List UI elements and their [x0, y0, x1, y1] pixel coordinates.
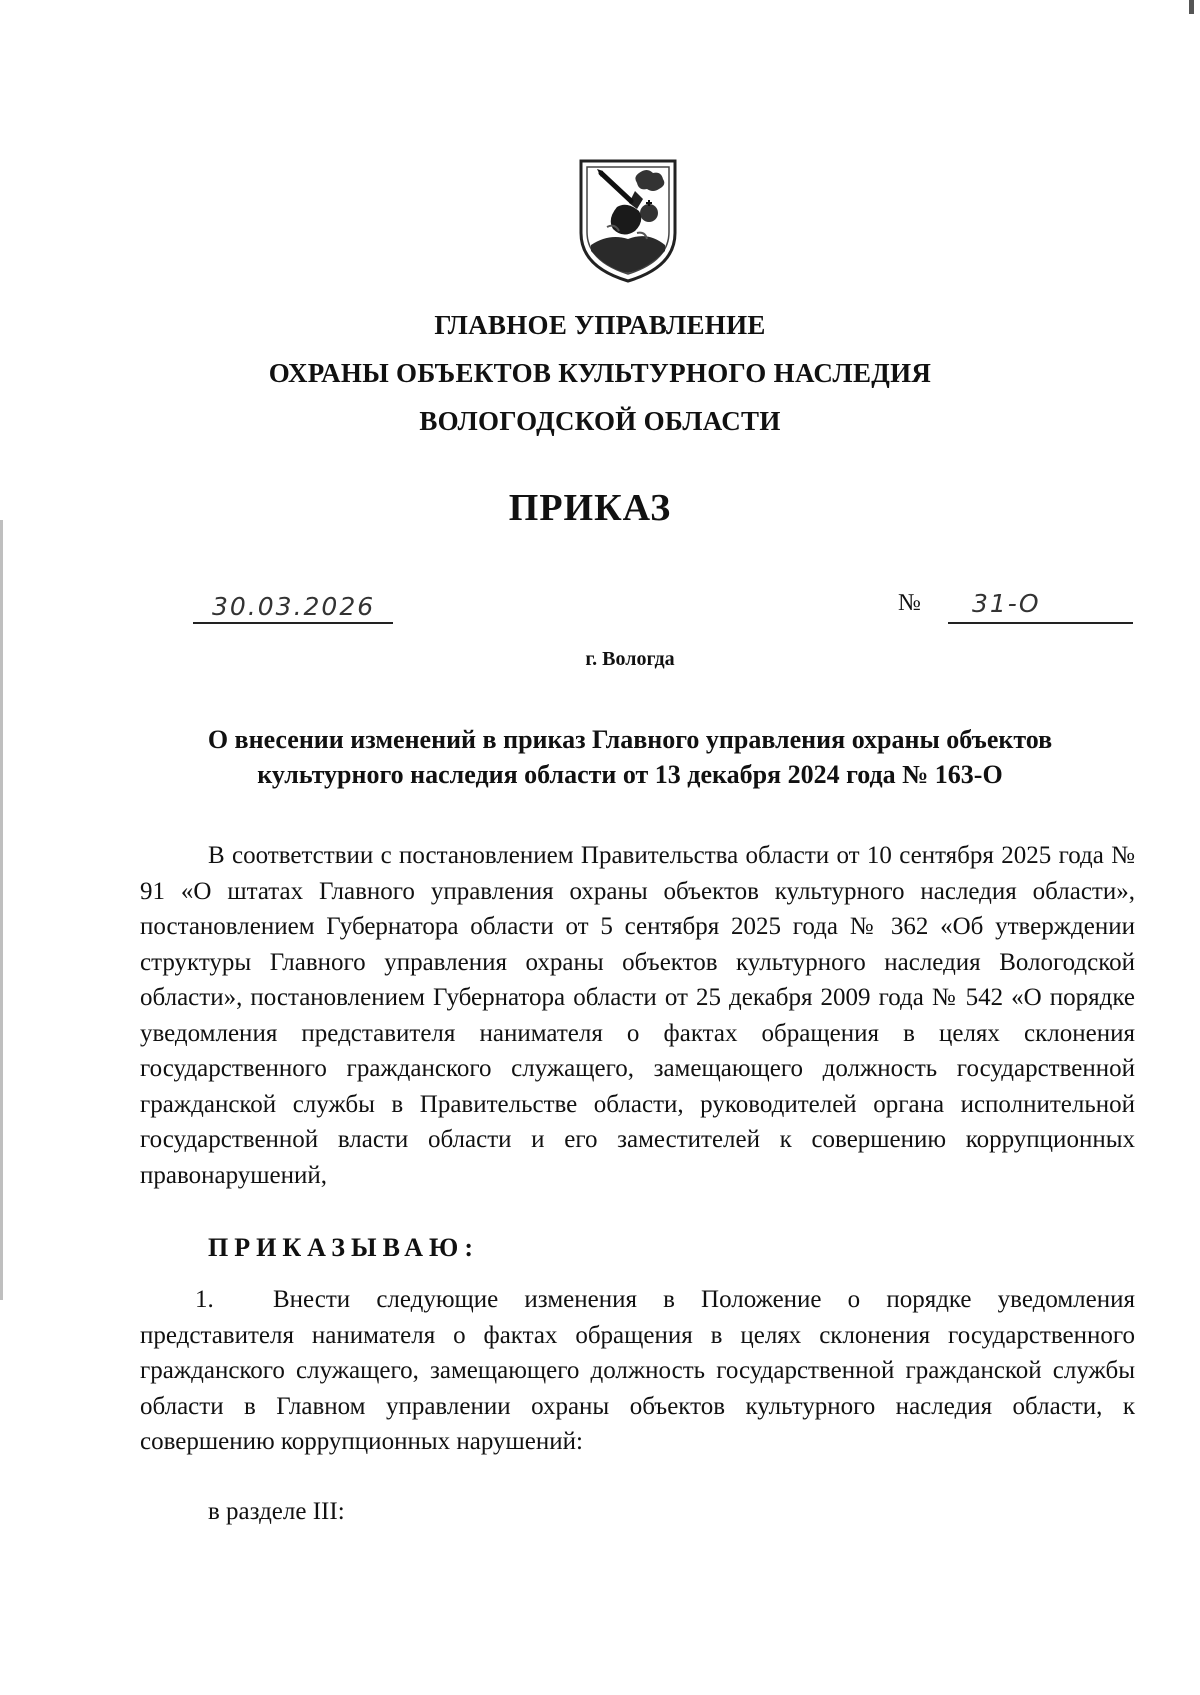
coat-of-arms-icon: [577, 157, 679, 285]
order-heading: ПРИКАЗЫВАЮ:: [208, 1233, 479, 1262]
date-underline: [193, 622, 393, 624]
document-date: 30.03.2026: [212, 592, 376, 621]
scan-corner-mark: [1189, 0, 1194, 14]
org-name-line-1: ГЛАВНОЕ УПРАВЛЕНИЕ: [434, 310, 766, 340]
order-item-number: 1.: [195, 1286, 214, 1313]
order-item: [140, 1282, 1135, 1460]
org-name-line-3: ВОЛОГОДСКОЙ ОБЛАСТИ: [419, 406, 781, 436]
number-sign: №: [898, 590, 921, 616]
document-subject: О внесении изменений в приказ Главного управления охраны объектов культурного наследия области от 13 декабря 2024 года № 163-О: [207, 725, 1053, 789]
scan-edge-artifact: [0, 520, 3, 1300]
preamble-paragraph: В соответствии с постановлением Правительства области от 10 сентября 2025 года № 91 «О штатах Главного управления охраны объектов культурного наследия области», постановлением Губернатора области от 5 сентября 2025 года № 362 «Об утверждении структуры Главного управления охраны объектов культурного наследия Вологодской области», постановлением Губернатора области от 25 декабря 2009 года № 542 «О порядке уведомления представителя нанимателя о фактах обращения в целях склонения государственного гражданского служащего, замещающего должность государственной гражданской службы в Правительстве области, руководителей органа исполнительной государственной власти области и его заместителей к совершению коррупционных правонарушений,: [140, 842, 1135, 1189]
document-type-title: ПРИКАЗ: [508, 487, 672, 529]
document-number: 31-О: [972, 589, 1041, 618]
number-underline: [948, 622, 1133, 624]
order-item-text: Внести следующие изменения в Положение о порядке уведомления представителя нанимателя о фактах обращения в целях склонения государственного гражданского служащего, замещающего должность государственной гражданской службы области в Главном управлении охраны объектов культурного наследия области, к совершению коррупционных нарушений:: [140, 1286, 1135, 1455]
section-reference: в разделе III:: [208, 1498, 345, 1525]
org-name-line-2: ОХРАНЫ ОБЪЕКТОВ КУЛЬТУРНОГО НАСЛЕДИЯ: [268, 358, 932, 388]
city-line: г. Вологда: [585, 648, 675, 670]
